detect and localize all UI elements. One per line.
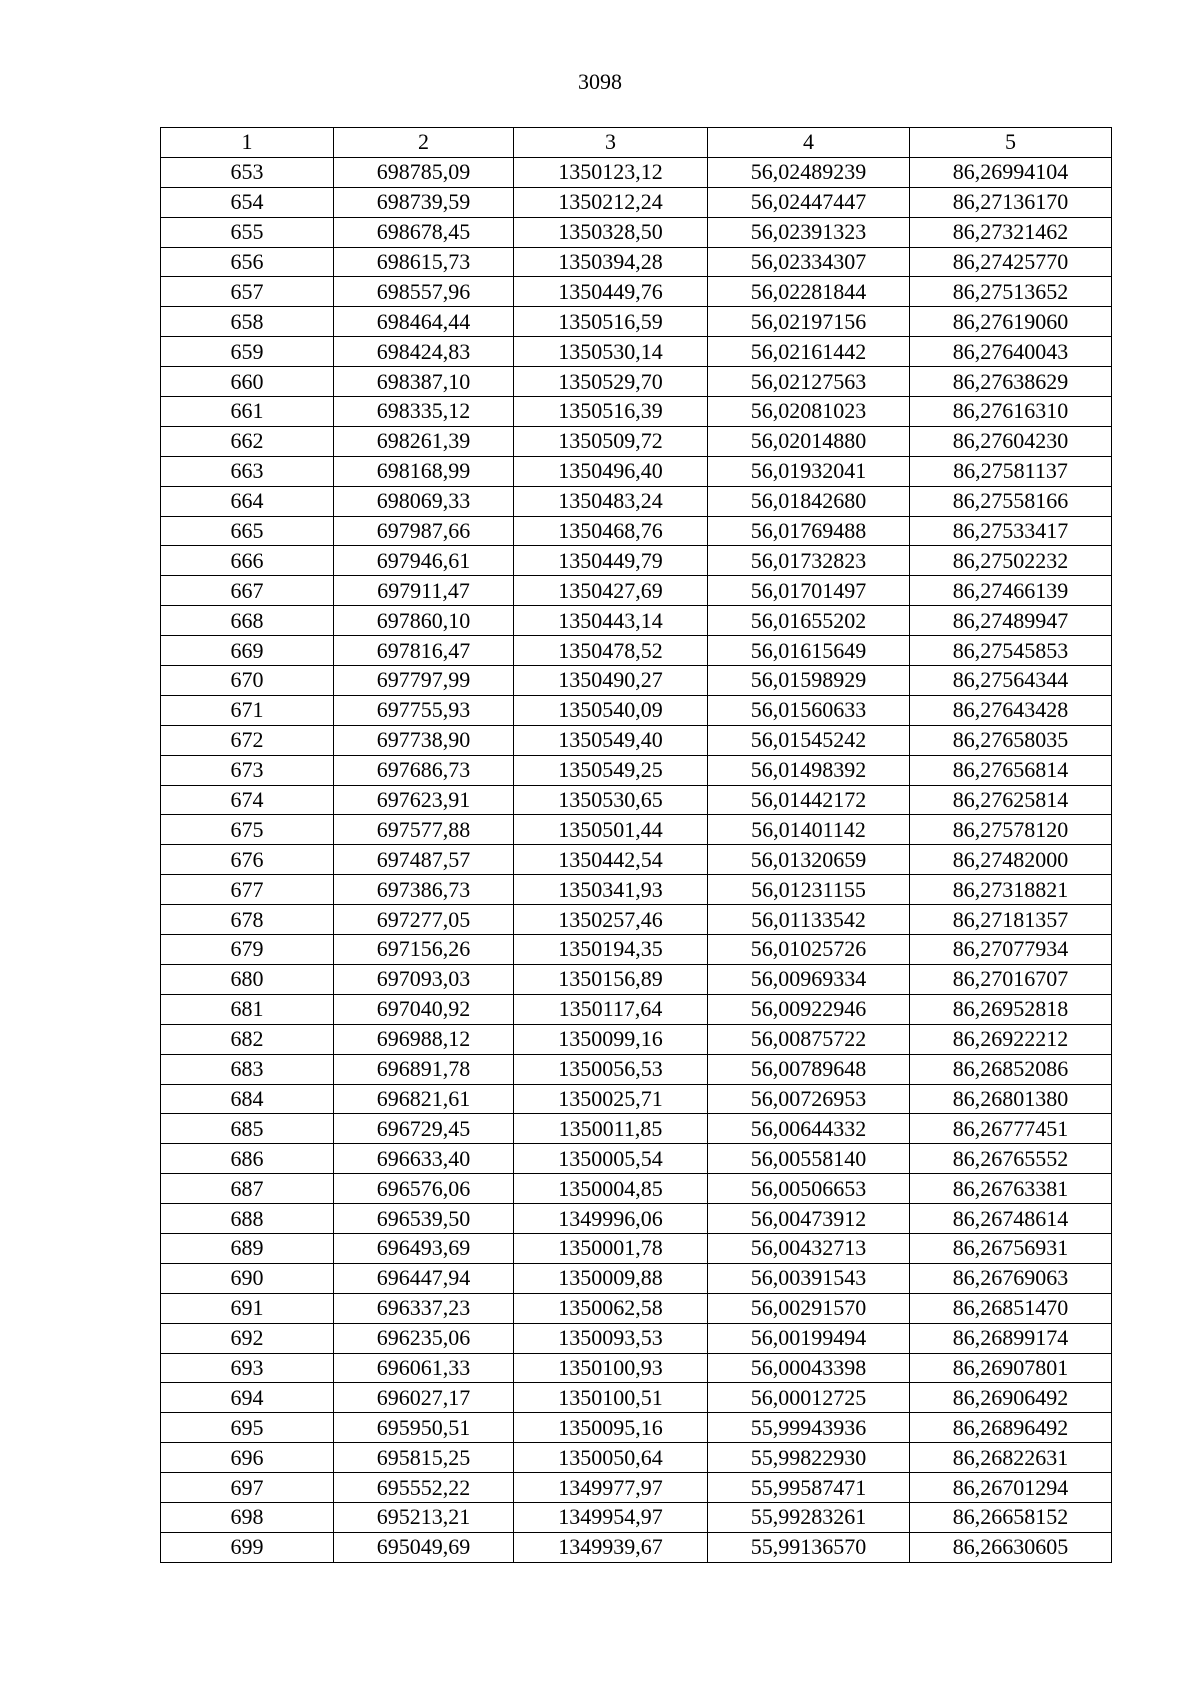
table-cell: 86,27181357 bbox=[910, 905, 1112, 935]
table-cell: 86,27564344 bbox=[910, 666, 1112, 696]
table-cell: 56,01842680 bbox=[708, 486, 910, 516]
table-row bbox=[161, 1144, 1112, 1174]
table-cell: 86,26748614 bbox=[910, 1204, 1112, 1234]
table-cell: 677 bbox=[161, 875, 334, 905]
coordinates-table bbox=[160, 127, 1112, 1563]
table-cell: 1350483,24 bbox=[514, 486, 708, 516]
table-cell: 697623,91 bbox=[334, 785, 514, 815]
table-row bbox=[161, 905, 1112, 935]
table-cell: 695049,69 bbox=[334, 1532, 514, 1562]
table-cell: 695 bbox=[161, 1413, 334, 1443]
table-cell: 697816,47 bbox=[334, 636, 514, 666]
table-cell: 698464,44 bbox=[334, 307, 514, 337]
table-cell: 695950,51 bbox=[334, 1413, 514, 1443]
table-cell: 56,02197156 bbox=[708, 307, 910, 337]
table-cell: 1349939,67 bbox=[514, 1532, 708, 1562]
table-cell: 56,00922946 bbox=[708, 994, 910, 1024]
table-cell: 1350099,16 bbox=[514, 1024, 708, 1054]
table-row bbox=[161, 247, 1112, 277]
table-cell: 56,01231155 bbox=[708, 875, 910, 905]
table-cell: 1350212,24 bbox=[514, 187, 708, 217]
table-row bbox=[161, 1502, 1112, 1532]
table-cell: 1349954,97 bbox=[514, 1502, 708, 1532]
table-cell: 670 bbox=[161, 666, 334, 696]
table-row bbox=[161, 516, 1112, 546]
table-cell: 1350427,69 bbox=[514, 576, 708, 606]
table-cell: 1350194,35 bbox=[514, 935, 708, 965]
table-cell: 86,27136170 bbox=[910, 187, 1112, 217]
table-cell: 696337,23 bbox=[334, 1293, 514, 1323]
table-cell: 86,26852086 bbox=[910, 1054, 1112, 1084]
table-cell: 696061,33 bbox=[334, 1353, 514, 1383]
table-cell: 1350549,25 bbox=[514, 755, 708, 785]
table-cell: 86,26801380 bbox=[910, 1084, 1112, 1114]
column-header: 5 bbox=[910, 128, 1112, 158]
table-cell: 1350549,40 bbox=[514, 725, 708, 755]
table-cell: 680 bbox=[161, 964, 334, 994]
table-cell: 56,02161442 bbox=[708, 337, 910, 367]
table-cell: 1350009,88 bbox=[514, 1263, 708, 1293]
table-cell: 1350442,54 bbox=[514, 845, 708, 875]
table-row bbox=[161, 1233, 1112, 1263]
table-cell: 679 bbox=[161, 935, 334, 965]
table-row bbox=[161, 546, 1112, 576]
table-cell: 696576,06 bbox=[334, 1174, 514, 1204]
table-cell: 56,01560633 bbox=[708, 695, 910, 725]
table-cell: 56,01932041 bbox=[708, 456, 910, 486]
table-cell: 1350056,53 bbox=[514, 1054, 708, 1084]
table-cell: 661 bbox=[161, 397, 334, 427]
table-cell: 1350100,93 bbox=[514, 1353, 708, 1383]
table-cell: 1349977,97 bbox=[514, 1473, 708, 1503]
table-cell: 697987,66 bbox=[334, 516, 514, 546]
table-row bbox=[161, 157, 1112, 187]
table-cell: 56,02489239 bbox=[708, 157, 910, 187]
table-row bbox=[161, 1383, 1112, 1413]
table-cell: 698 bbox=[161, 1502, 334, 1532]
table-row bbox=[161, 1323, 1112, 1353]
table-cell: 56,00043398 bbox=[708, 1353, 910, 1383]
table-cell: 698335,12 bbox=[334, 397, 514, 427]
table-cell: 86,27640043 bbox=[910, 337, 1112, 367]
table-row bbox=[161, 277, 1112, 307]
table-cell: 682 bbox=[161, 1024, 334, 1054]
table-cell: 689 bbox=[161, 1233, 334, 1263]
table-header-row bbox=[161, 128, 1112, 158]
table-cell: 698557,96 bbox=[334, 277, 514, 307]
table-cell: 1350530,14 bbox=[514, 337, 708, 367]
table-row bbox=[161, 994, 1112, 1024]
table-cell: 56,01732823 bbox=[708, 546, 910, 576]
table-cell: 86,26701294 bbox=[910, 1473, 1112, 1503]
table-row bbox=[161, 1174, 1112, 1204]
table-cell: 1350516,59 bbox=[514, 307, 708, 337]
table-cell: 86,27638629 bbox=[910, 367, 1112, 397]
table-cell: 86,27321462 bbox=[910, 217, 1112, 247]
table-cell: 1350328,50 bbox=[514, 217, 708, 247]
table-cell: 697860,10 bbox=[334, 606, 514, 636]
table-cell: 688 bbox=[161, 1204, 334, 1234]
table-cell: 56,00199494 bbox=[708, 1323, 910, 1353]
table-row bbox=[161, 307, 1112, 337]
table-cell: 86,27656814 bbox=[910, 755, 1112, 785]
table-cell: 86,26952818 bbox=[910, 994, 1112, 1024]
table-cell: 56,00789648 bbox=[708, 1054, 910, 1084]
table-row bbox=[161, 1443, 1112, 1473]
table-cell: 666 bbox=[161, 546, 334, 576]
table-cell: 697797,99 bbox=[334, 666, 514, 696]
table-cell: 86,26765552 bbox=[910, 1144, 1112, 1174]
table-cell: 1350501,44 bbox=[514, 815, 708, 845]
table-cell: 86,27466139 bbox=[910, 576, 1112, 606]
table-cell: 696821,61 bbox=[334, 1084, 514, 1114]
table-cell: 86,26777451 bbox=[910, 1114, 1112, 1144]
table-cell: 56,02281844 bbox=[708, 277, 910, 307]
column-header: 1 bbox=[161, 128, 334, 158]
table-cell: 698261,39 bbox=[334, 426, 514, 456]
table-cell: 86,27533417 bbox=[910, 516, 1112, 546]
table-cell: 668 bbox=[161, 606, 334, 636]
table-cell: 664 bbox=[161, 486, 334, 516]
table-cell: 1350449,79 bbox=[514, 546, 708, 576]
table-cell: 671 bbox=[161, 695, 334, 725]
table-cell: 692 bbox=[161, 1323, 334, 1353]
table-row bbox=[161, 1293, 1112, 1323]
table-cell: 86,27545853 bbox=[910, 636, 1112, 666]
table-cell: 687 bbox=[161, 1174, 334, 1204]
table-cell: 696493,69 bbox=[334, 1233, 514, 1263]
table-cell: 86,27513652 bbox=[910, 277, 1112, 307]
column-header: 2 bbox=[334, 128, 514, 158]
table-cell: 691 bbox=[161, 1293, 334, 1323]
table-row bbox=[161, 217, 1112, 247]
table-cell: 694 bbox=[161, 1383, 334, 1413]
table-cell: 56,02014880 bbox=[708, 426, 910, 456]
column-header: 3 bbox=[514, 128, 708, 158]
table-cell: 1350540,09 bbox=[514, 695, 708, 725]
table-cell: 1350257,46 bbox=[514, 905, 708, 935]
table-cell: 1349996,06 bbox=[514, 1204, 708, 1234]
table-cell: 698739,59 bbox=[334, 187, 514, 217]
table-cell: 1350490,27 bbox=[514, 666, 708, 696]
table-cell: 696 bbox=[161, 1443, 334, 1473]
table-cell: 1350530,65 bbox=[514, 785, 708, 815]
table-cell: 698785,09 bbox=[334, 157, 514, 187]
table-cell: 56,01498392 bbox=[708, 755, 910, 785]
table-cell: 699 bbox=[161, 1532, 334, 1562]
table-row bbox=[161, 785, 1112, 815]
table-cell: 56,02447447 bbox=[708, 187, 910, 217]
table-cell: 1350478,52 bbox=[514, 636, 708, 666]
table-cell: 86,27578120 bbox=[910, 815, 1112, 845]
table-cell: 86,27425770 bbox=[910, 247, 1112, 277]
table-cell: 676 bbox=[161, 845, 334, 875]
table-cell: 86,27489947 bbox=[910, 606, 1112, 636]
table-cell: 1350509,72 bbox=[514, 426, 708, 456]
table-cell: 56,02081023 bbox=[708, 397, 910, 427]
table-row bbox=[161, 1532, 1112, 1562]
table-cell: 1350468,76 bbox=[514, 516, 708, 546]
table-cell: 86,26763381 bbox=[910, 1174, 1112, 1204]
table-row bbox=[161, 367, 1112, 397]
table-cell: 56,00506653 bbox=[708, 1174, 910, 1204]
table-row bbox=[161, 486, 1112, 516]
table-row bbox=[161, 397, 1112, 427]
table-cell: 86,27016707 bbox=[910, 964, 1112, 994]
table-cell: 86,26822631 bbox=[910, 1443, 1112, 1473]
table-cell: 86,26630605 bbox=[910, 1532, 1112, 1562]
table-cell: 86,26907801 bbox=[910, 1353, 1112, 1383]
table-cell: 660 bbox=[161, 367, 334, 397]
table-row bbox=[161, 1024, 1112, 1054]
table-cell: 658 bbox=[161, 307, 334, 337]
table-cell: 659 bbox=[161, 337, 334, 367]
table-cell: 86,27318821 bbox=[910, 875, 1112, 905]
table-cell: 56,00473912 bbox=[708, 1204, 910, 1234]
table-cell: 1350001,78 bbox=[514, 1233, 708, 1263]
table-cell: 1350004,85 bbox=[514, 1174, 708, 1204]
table-cell: 55,99822930 bbox=[708, 1443, 910, 1473]
table-row bbox=[161, 337, 1112, 367]
table-row bbox=[161, 1413, 1112, 1443]
table-row bbox=[161, 964, 1112, 994]
table-cell: 56,01401142 bbox=[708, 815, 910, 845]
table-cell: 697738,90 bbox=[334, 725, 514, 755]
table-cell: 697040,92 bbox=[334, 994, 514, 1024]
table-cell: 696891,78 bbox=[334, 1054, 514, 1084]
table-row bbox=[161, 426, 1112, 456]
table-cell: 695552,22 bbox=[334, 1473, 514, 1503]
table-cell: 1350062,58 bbox=[514, 1293, 708, 1323]
table-row bbox=[161, 1353, 1112, 1383]
table-cell: 56,01655202 bbox=[708, 606, 910, 636]
table-cell: 86,27077934 bbox=[910, 935, 1112, 965]
table-cell: 56,02334307 bbox=[708, 247, 910, 277]
table-cell: 86,27482000 bbox=[910, 845, 1112, 875]
table-cell: 86,27658035 bbox=[910, 725, 1112, 755]
table-cell: 56,00875722 bbox=[708, 1024, 910, 1054]
table-cell: 686 bbox=[161, 1144, 334, 1174]
table-row bbox=[161, 935, 1112, 965]
table-row bbox=[161, 1263, 1112, 1293]
page-number: 3098 bbox=[578, 69, 622, 94]
table-cell: 86,26658152 bbox=[910, 1502, 1112, 1532]
table-cell: 698168,99 bbox=[334, 456, 514, 486]
table-cell: 683 bbox=[161, 1054, 334, 1084]
table-cell: 56,00291570 bbox=[708, 1293, 910, 1323]
table-cell: 86,26899174 bbox=[910, 1323, 1112, 1353]
table-cell: 56,00391543 bbox=[708, 1263, 910, 1293]
table-row bbox=[161, 187, 1112, 217]
table-cell: 697755,93 bbox=[334, 695, 514, 725]
table-cell: 681 bbox=[161, 994, 334, 1024]
table-cell: 56,01701497 bbox=[708, 576, 910, 606]
table-cell: 697156,26 bbox=[334, 935, 514, 965]
table-cell: 685 bbox=[161, 1114, 334, 1144]
table-cell: 56,00432713 bbox=[708, 1233, 910, 1263]
table-cell: 697946,61 bbox=[334, 546, 514, 576]
table-cell: 696027,17 bbox=[334, 1383, 514, 1413]
table-cell: 698424,83 bbox=[334, 337, 514, 367]
table-row bbox=[161, 666, 1112, 696]
table-cell: 1350341,93 bbox=[514, 875, 708, 905]
table-cell: 1350011,85 bbox=[514, 1114, 708, 1144]
table-row bbox=[161, 1084, 1112, 1114]
table-row bbox=[161, 1114, 1112, 1144]
table-cell: 56,01615649 bbox=[708, 636, 910, 666]
table-cell: 86,27619060 bbox=[910, 307, 1112, 337]
table-cell: 1350529,70 bbox=[514, 367, 708, 397]
table-cell: 678 bbox=[161, 905, 334, 935]
table-cell: 675 bbox=[161, 815, 334, 845]
table-cell: 56,02391323 bbox=[708, 217, 910, 247]
table-row bbox=[161, 755, 1112, 785]
table-cell: 86,27604230 bbox=[910, 426, 1112, 456]
table-cell: 55,99587471 bbox=[708, 1473, 910, 1503]
table-cell: 697386,73 bbox=[334, 875, 514, 905]
table-cell: 56,00644332 bbox=[708, 1114, 910, 1144]
table-cell: 56,00726953 bbox=[708, 1084, 910, 1114]
table-cell: 56,01133542 bbox=[708, 905, 910, 935]
table-cell: 698069,33 bbox=[334, 486, 514, 516]
table-cell: 663 bbox=[161, 456, 334, 486]
table-cell: 55,99943936 bbox=[708, 1413, 910, 1443]
table-cell: 697487,57 bbox=[334, 845, 514, 875]
table-cell: 654 bbox=[161, 187, 334, 217]
table-cell: 55,99283261 bbox=[708, 1502, 910, 1532]
table-cell: 698615,73 bbox=[334, 247, 514, 277]
table-row bbox=[161, 456, 1112, 486]
table-row bbox=[161, 695, 1112, 725]
table-cell: 1350093,53 bbox=[514, 1323, 708, 1353]
table-cell: 1350025,71 bbox=[514, 1084, 708, 1114]
table-row bbox=[161, 845, 1112, 875]
table-cell: 86,26896492 bbox=[910, 1413, 1112, 1443]
table-cell: 697577,88 bbox=[334, 815, 514, 845]
table-body bbox=[161, 157, 1112, 1562]
table-cell: 86,27616310 bbox=[910, 397, 1112, 427]
table-cell: 86,26922212 bbox=[910, 1024, 1112, 1054]
table-cell: 698387,10 bbox=[334, 367, 514, 397]
table-cell: 86,26994104 bbox=[910, 157, 1112, 187]
table-cell: 655 bbox=[161, 217, 334, 247]
table-cell: 657 bbox=[161, 277, 334, 307]
table-cell: 669 bbox=[161, 636, 334, 666]
table-cell: 86,27643428 bbox=[910, 695, 1112, 725]
table-cell: 86,26769063 bbox=[910, 1263, 1112, 1293]
table-cell: 1350443,14 bbox=[514, 606, 708, 636]
table-row bbox=[161, 1473, 1112, 1503]
table-cell: 56,01442172 bbox=[708, 785, 910, 815]
table-cell: 86,26906492 bbox=[910, 1383, 1112, 1413]
table-cell: 674 bbox=[161, 785, 334, 815]
table-row bbox=[161, 875, 1112, 905]
table-cell: 662 bbox=[161, 426, 334, 456]
table-row bbox=[161, 1204, 1112, 1234]
table-cell: 86,26756931 bbox=[910, 1233, 1112, 1263]
table-cell: 696539,50 bbox=[334, 1204, 514, 1234]
table-cell: 684 bbox=[161, 1084, 334, 1114]
table-cell: 56,00969334 bbox=[708, 964, 910, 994]
table-cell: 696729,45 bbox=[334, 1114, 514, 1144]
table-cell: 86,27558166 bbox=[910, 486, 1112, 516]
table-cell: 56,00558140 bbox=[708, 1144, 910, 1174]
table-cell: 697277,05 bbox=[334, 905, 514, 935]
table-cell: 696235,06 bbox=[334, 1323, 514, 1353]
table-cell: 1350449,76 bbox=[514, 277, 708, 307]
table-cell: 698678,45 bbox=[334, 217, 514, 247]
table-cell: 693 bbox=[161, 1353, 334, 1383]
table-cell: 56,01769488 bbox=[708, 516, 910, 546]
table-row bbox=[161, 636, 1112, 666]
table-cell: 696633,40 bbox=[334, 1144, 514, 1174]
table-cell: 1350117,64 bbox=[514, 994, 708, 1024]
table-cell: 672 bbox=[161, 725, 334, 755]
table-cell: 55,99136570 bbox=[708, 1532, 910, 1562]
table-cell: 697686,73 bbox=[334, 755, 514, 785]
table-cell: 1350095,16 bbox=[514, 1413, 708, 1443]
table-cell: 86,27581137 bbox=[910, 456, 1112, 486]
table-cell: 86,26851470 bbox=[910, 1293, 1112, 1323]
table-cell: 56,01545242 bbox=[708, 725, 910, 755]
table-cell: 697 bbox=[161, 1473, 334, 1503]
table-cell: 1350005,54 bbox=[514, 1144, 708, 1174]
table-cell: 56,00012725 bbox=[708, 1383, 910, 1413]
column-header: 4 bbox=[708, 128, 910, 158]
table-cell: 665 bbox=[161, 516, 334, 546]
table-cell: 673 bbox=[161, 755, 334, 785]
table-cell: 695213,21 bbox=[334, 1502, 514, 1532]
table-cell: 56,02127563 bbox=[708, 367, 910, 397]
table-cell: 56,01025726 bbox=[708, 935, 910, 965]
table-cell: 653 bbox=[161, 157, 334, 187]
table-cell: 695815,25 bbox=[334, 1443, 514, 1473]
table-cell: 56,01598929 bbox=[708, 666, 910, 696]
table-cell: 56,01320659 bbox=[708, 845, 910, 875]
table-cell: 696447,94 bbox=[334, 1263, 514, 1293]
table-row bbox=[161, 1054, 1112, 1084]
table-cell: 697093,03 bbox=[334, 964, 514, 994]
table-cell: 86,27502232 bbox=[910, 546, 1112, 576]
table-cell: 656 bbox=[161, 247, 334, 277]
table-cell: 1350100,51 bbox=[514, 1383, 708, 1413]
table-row bbox=[161, 815, 1112, 845]
table-cell: 1350156,89 bbox=[514, 964, 708, 994]
table-cell: 1350394,28 bbox=[514, 247, 708, 277]
table-cell: 86,27625814 bbox=[910, 785, 1112, 815]
table-cell: 1350516,39 bbox=[514, 397, 708, 427]
table-row bbox=[161, 606, 1112, 636]
table-cell: 1350496,40 bbox=[514, 456, 708, 486]
table-row bbox=[161, 725, 1112, 755]
table-cell: 696988,12 bbox=[334, 1024, 514, 1054]
table-cell: 667 bbox=[161, 576, 334, 606]
table-cell: 1350050,64 bbox=[514, 1443, 708, 1473]
table-cell: 690 bbox=[161, 1263, 334, 1293]
table-cell: 697911,47 bbox=[334, 576, 514, 606]
table-row bbox=[161, 576, 1112, 606]
table-cell: 1350123,12 bbox=[514, 157, 708, 187]
